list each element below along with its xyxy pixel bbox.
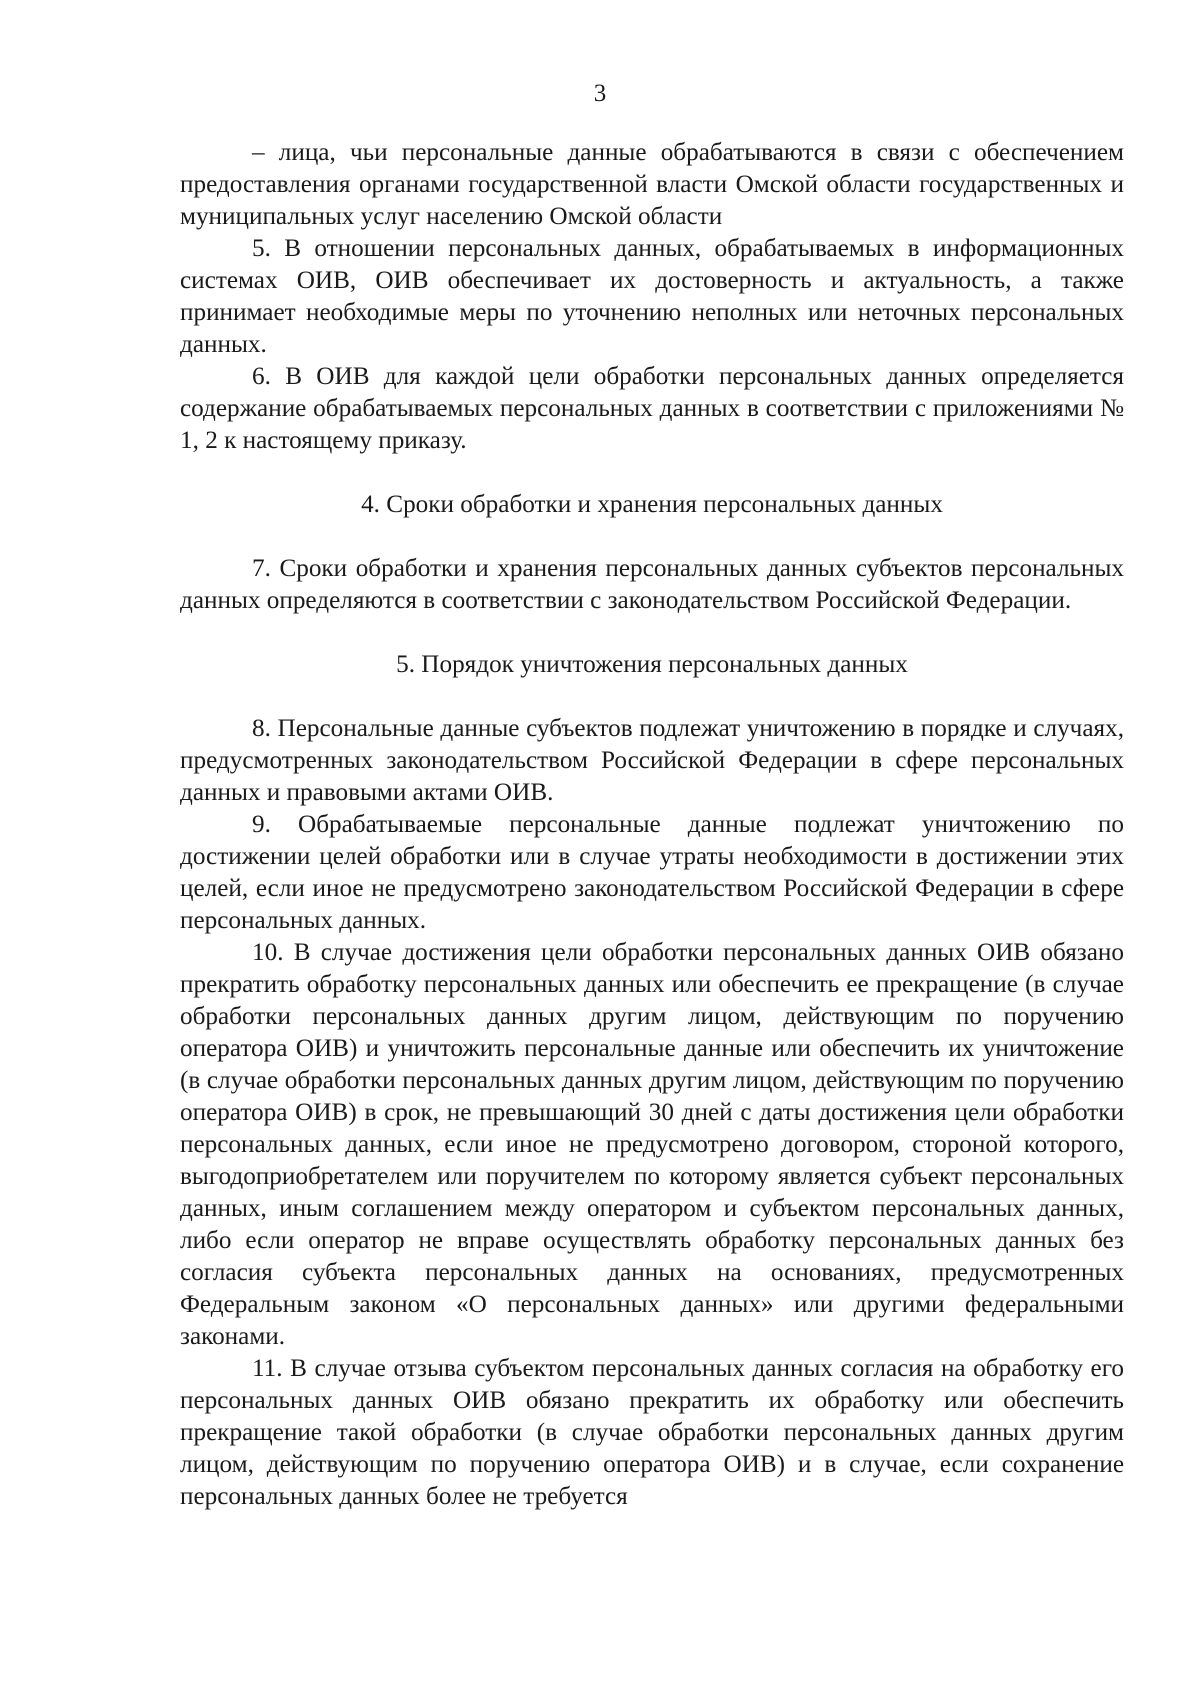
section-5-heading: 5. Порядок уничтожения персональных данных	[396, 651, 908, 678]
paragraph-8: 8. Персональные данные субъектов подлежат уничтожению в порядке и случаях, предусмотренных законодательством Российской Федерации в сфере персональных данных и правовыми актами ОИВ.	[180, 715, 1124, 806]
page-number: 3	[593, 80, 607, 107]
paragraph-10: 10. В случае достижения цели обработки персональных данных ОИВ обязано прекратить обработку персональных данных или обеспечить ее прекращение (в случае обработки персональных данных другим лицом, действующим по поручению оператора ОИВ) и уничтожить персональные данные или обеспечить их уничтожение (в случае обработки персональных данных другим лицом, действующим по поручению оператора ОИВ) в срок, не превышающий 30 дней с даты достижения цели обработки персональных данных, если иное не предусмотрено договором, стороной которого, выгодоприобретателем или поручителем по которому является субъект персональных данных, иным соглашением между оператором и субъектом персональных данных, либо если оператор не вправе осуществлять обработку персональных данных без согласия субъекта персональных данных на основаниях, предусмотренных Федеральным законом «О персональных данных» или другими федеральными законами.	[180, 939, 1124, 1350]
paragraph-11: 11. В случае отзыва субъектом персональных данных согласия на обработку его персональных данных ОИВ обязано прекратить их обработку или обеспечить прекращение такой обработки (в случае обработки персональных данных другим лицом, действующим по поручению оператора ОИВ) и в случае, если сохранение персональных данных более не требуется	[180, 1355, 1124, 1510]
document-body	[180, 137, 1124, 1513]
paragraph-5: 5. В отношении персональных данных, обрабатываемых в информационных системах ОИВ, ОИВ обеспечивает их достоверность и актуальность, а также принимает необходимые меры по уточнению неполных или неточных персональных данных.	[180, 235, 1124, 358]
paragraph-7: 7. Сроки обработки и хранения персональных данных субъектов персональных данных определяются в соответствии с законодательством Российской Федерации.	[180, 555, 1124, 614]
paragraph-9: 9. Обрабатываемые персональные данные подлежат уничтожению по достижении целей обработки или в случае утраты необходимости в достижении этих целей, если иное не предусмотрено законодательством Российской Федерации в сфере персональных данных.	[180, 811, 1124, 934]
paragraph-6: 6. В ОИВ для каждой цели обработки персональных данных определяется содержание обрабатываемых персональных данных в соответствии с приложениями № 1, 2 к настоящему приказу.	[180, 363, 1124, 454]
paragraph-persons-list-item: – лица, чьи персональные данные обрабатываются в связи с обеспечением предоставления органами государственной власти Омской области государственных и муниципальных услуг населению Омской области	[180, 139, 1124, 230]
section-4-heading: 4. Сроки обработки и хранения персональных данных	[361, 491, 943, 518]
